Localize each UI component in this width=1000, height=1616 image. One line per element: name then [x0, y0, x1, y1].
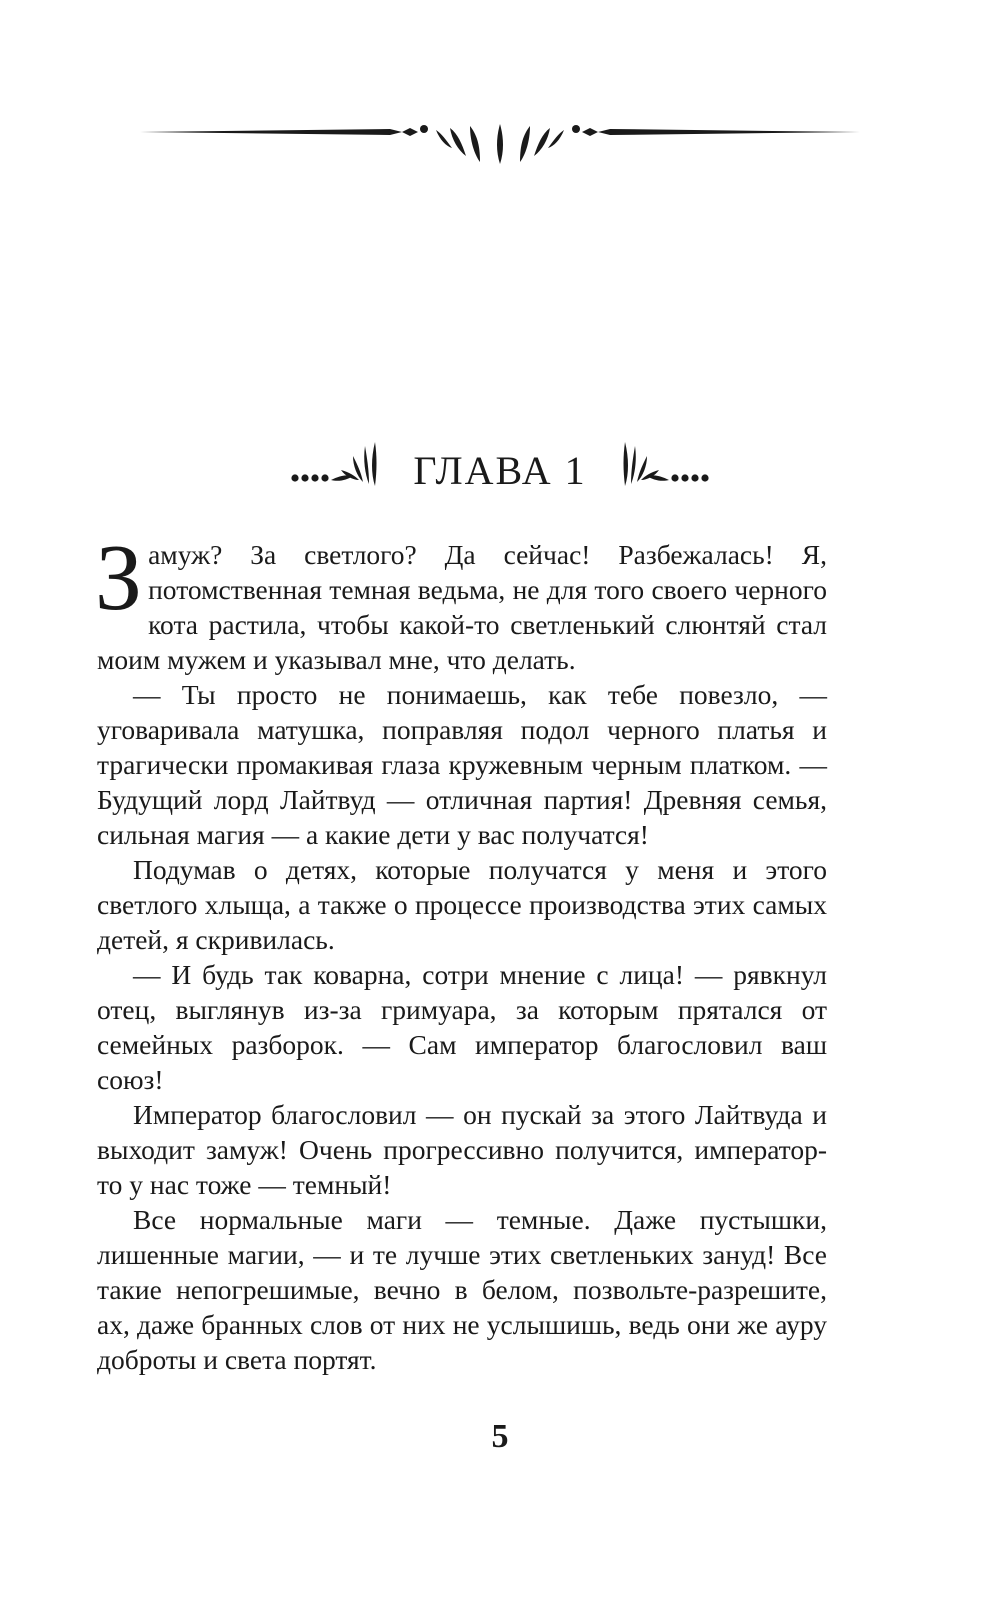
chapter-title: ГЛАВА 1: [413, 448, 587, 493]
paragraph-1: [95, 526, 827, 677]
divider-left-line: [140, 129, 402, 135]
divider-diamond-left: [402, 128, 418, 136]
divider-center-fan: [436, 124, 564, 164]
paragraph-5: Император благословил — он пускай за этого Лайтвуда и выходит замуж! Очень прогрессивно получится, император-то у нас тоже — темный!: [97, 1099, 827, 1200]
paragraph-2: — Ты просто не понимаешь, как тебе повезло, — уговаривала матушка, поправляя подол черного платья и трагически промакивая глаза кружевным черным платком. — Будущий лорд Лайтвуд — отличная партия! Древняя семья, сильная магия — а какие дети у вас получатся!: [97, 679, 827, 850]
divider-dot: [572, 125, 580, 133]
paragraph-4: — И будь так коварна, сотри мнение с лица! — рявкнул отец, выглянув из-за гримуара, за которым прятался от семейных разборок. — Сам император благословил ваш союз!: [97, 959, 827, 1095]
drop-cap-letter: З: [95, 526, 143, 630]
chapter-flourish-left: [291, 440, 383, 494]
divider-dot: [420, 125, 428, 133]
paragraph-6: Все нормальные маги — темные. Даже пустышки, лишенные магии, — и те лучше этих светленьких зануд! Все такие непогрешимые, вечно в белом, позвольте-разрешите, ах, даже бранных слов от них не услышишь, ведь они же ауру доброты и света портят.: [97, 1204, 827, 1375]
paragraph-text: амуж? За светлого? Да сейчас! Разбежалась! Я, потомственная темная ведьма, не для того своего черного кота растила, чтобы какой-то светленький слюнтяй стал моим мужем и указывал мне, что делать.: [97, 539, 827, 675]
divider-right-line: [598, 129, 860, 135]
top-ornament-divider: [140, 118, 860, 166]
divider-diamond-right: [582, 128, 598, 136]
page-number: 5: [491, 1418, 509, 1455]
chapter-flourish-right: [617, 440, 709, 494]
chapter-body-text: [95, 526, 827, 1377]
paragraph-3: Подумав о детях, которые получатся у меня и этого светлого хлыща, а также о процессе производства этих самых детей, я скривилась.: [97, 854, 827, 955]
chapter-heading: [0, 432, 1000, 502]
